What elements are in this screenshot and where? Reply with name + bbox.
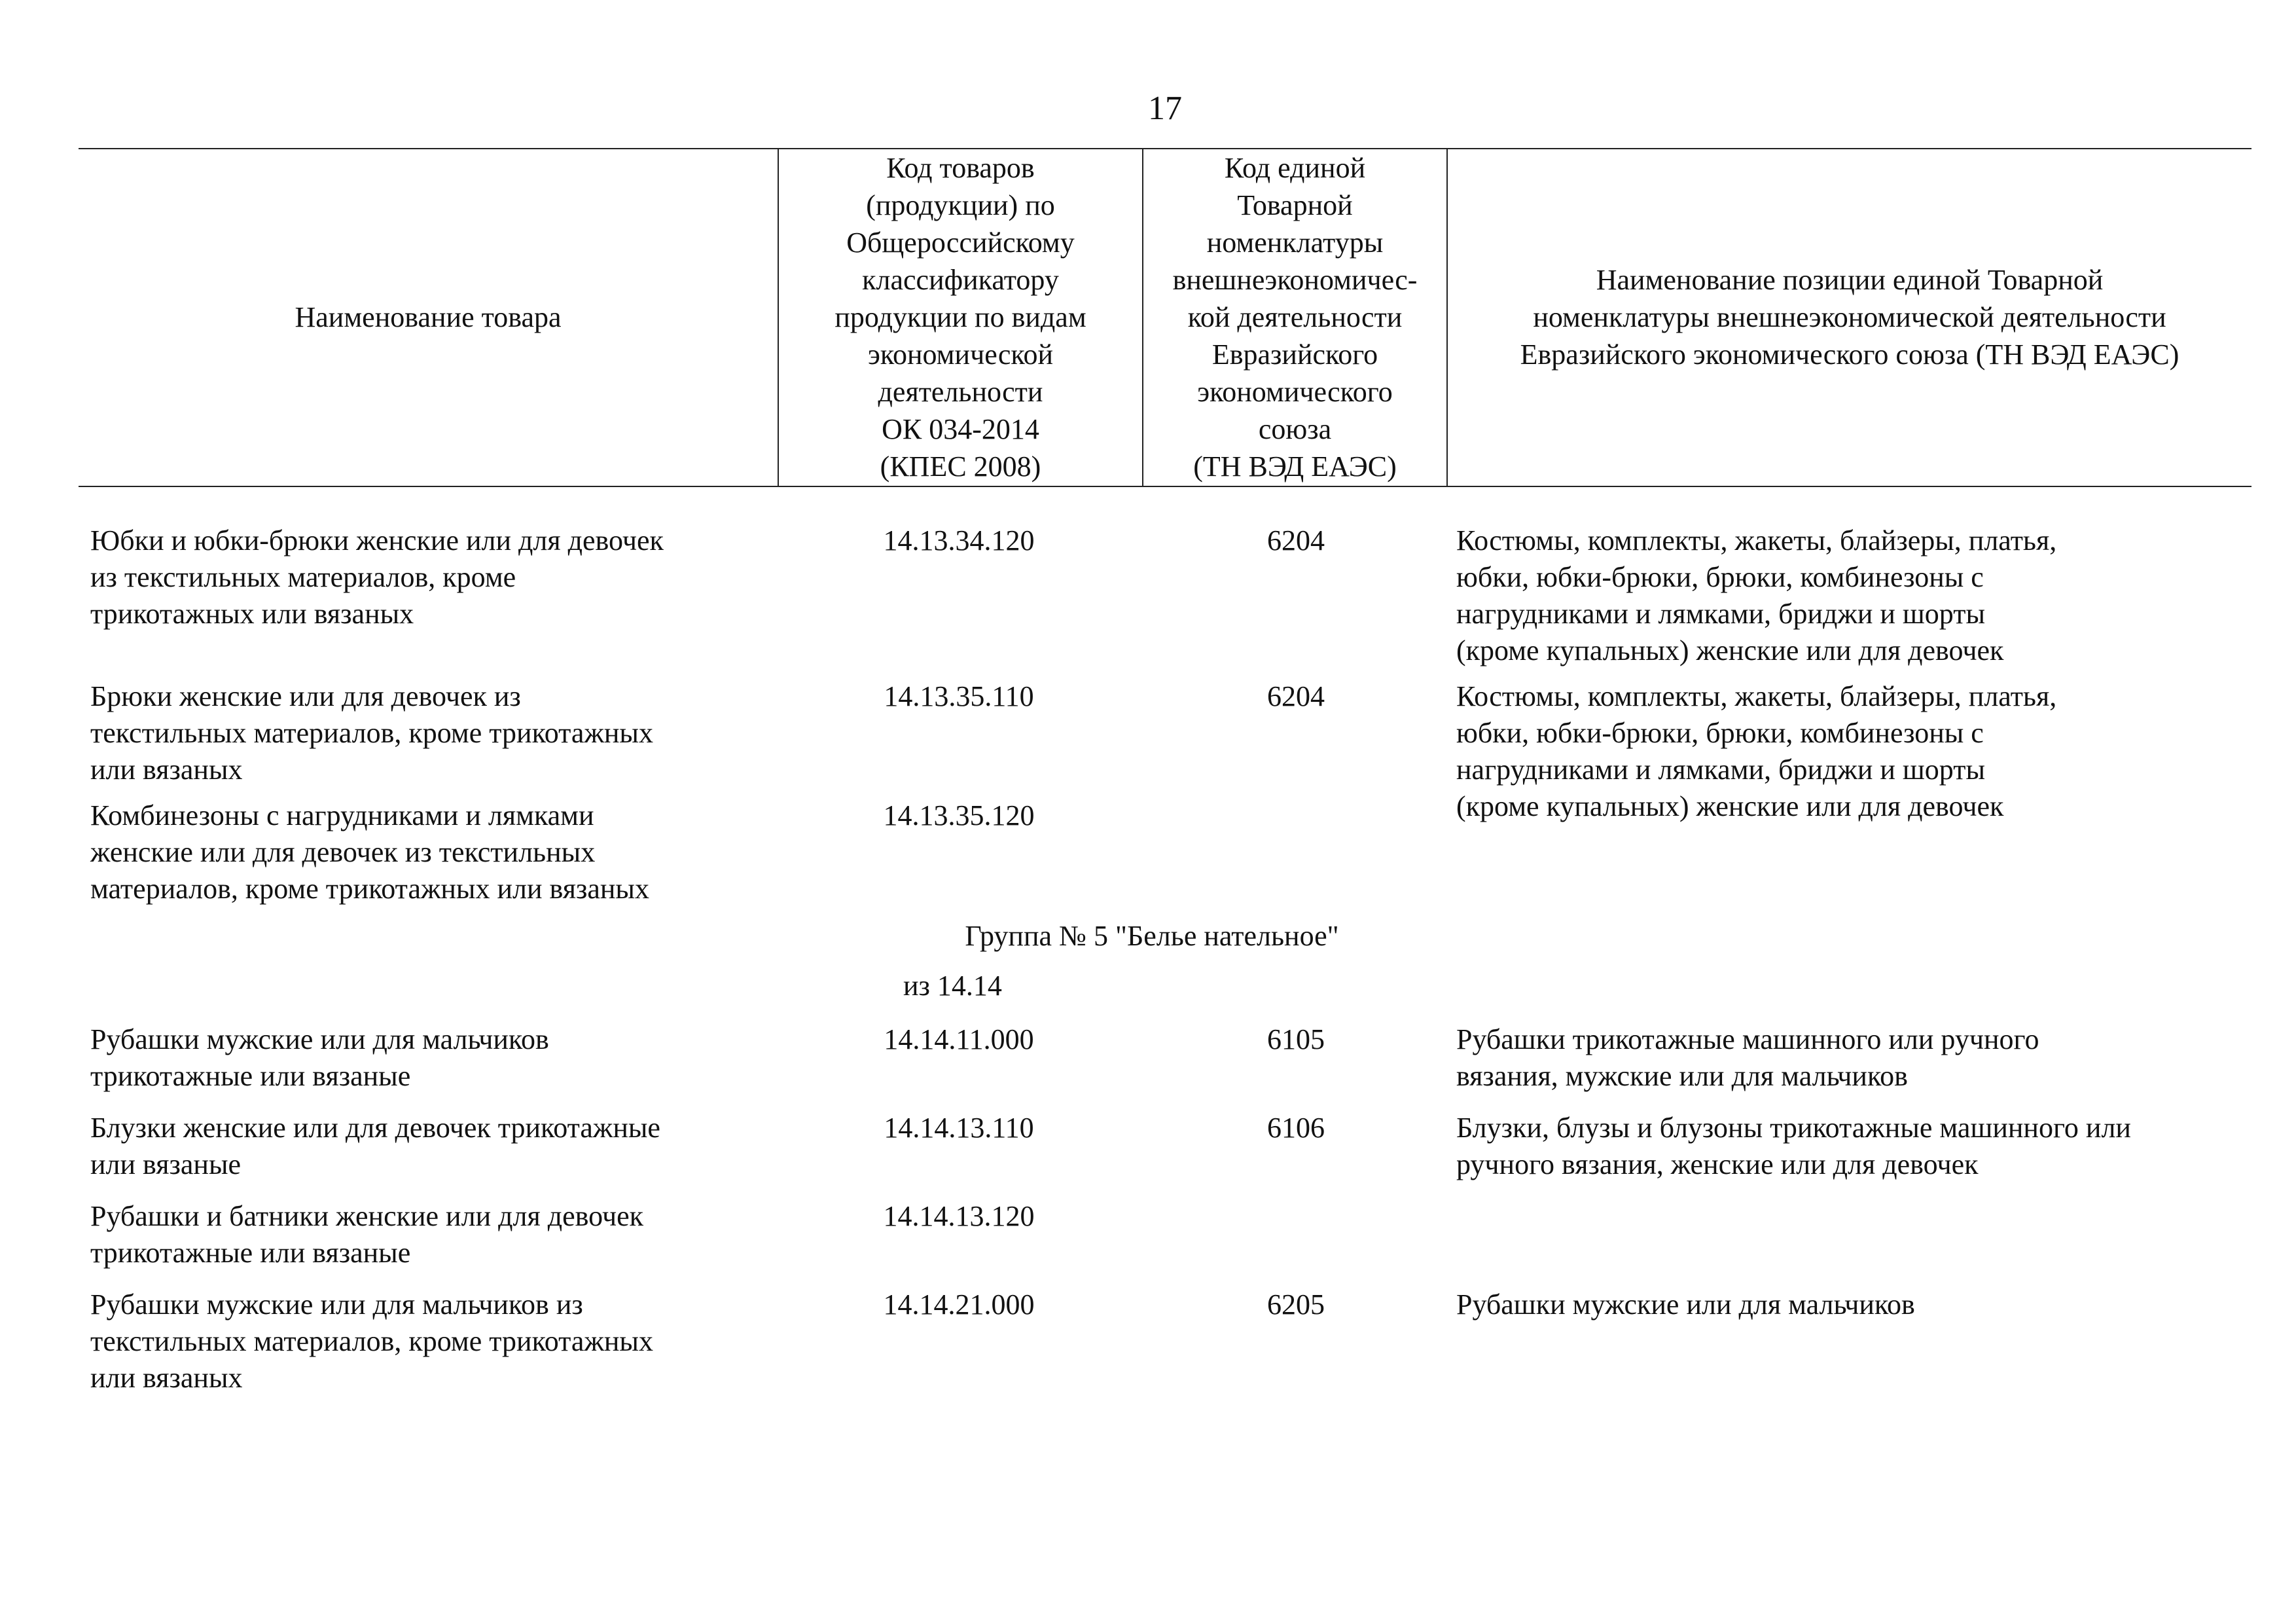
page-number: 17: [1148, 90, 1182, 127]
row-4-tnved-name: Рубашки трикотажные машинного или ручного вязания, мужские или для мальчиков: [1456, 1023, 2039, 1092]
group-code: из 14.14: [903, 970, 1002, 1002]
header-okpd-code: Код товаров (продукции) по Общероссийскому классификатору продукции по видам экономической деятельности ОК 034-2014 (КПЕС 2008): [834, 151, 1086, 483]
row-1-okpd: 14.13.34.120: [883, 524, 1035, 556]
row-2-tnved: 6204: [1267, 680, 1325, 712]
row-2-name: Брюки женские или для девочек из текстильных материалов, кроме трикотажных или вязаных: [90, 680, 653, 786]
group-title: Группа № 5 "Белье нательное": [965, 920, 1339, 952]
row-5-name: Блузки женские или для девочек трикотажные или вязаные: [90, 1112, 660, 1180]
row-3-okpd: 14.13.35.120: [883, 799, 1035, 831]
row-1-tnved: 6204: [1267, 524, 1325, 556]
row-7-okpd: 14.14.21.000: [883, 1288, 1035, 1321]
row-4-name: Рубашки мужские или для мальчиков трикотажные или вязаные: [90, 1023, 549, 1092]
row-6-name: Рубашки и батники женские или для девочек трикотажные или вязаные: [90, 1200, 643, 1269]
row-1-name: Юбки и юбки-брюки женские или для девочек из текстильных материалов, кроме трикотажных или вязаных: [90, 524, 664, 630]
row-2-tnved-name: Костюмы, комплекты, жакеты, блайзеры, платья, юбки, юбки-брюки, брюки, комбинезоны с нагрудниками и лямками, бриджи и шорты (кроме купальных) женские или для девочек: [1456, 680, 2057, 822]
row-1-tnved-name: Костюмы, комплекты, жакеты, блайзеры, платья, юбки, юбки-брюки, брюки, комбинезоны с нагрудниками и лямками, бриджи и шорты (кроме купальных) женские или для девочек: [1456, 524, 2057, 666]
header-tnved-name: Наименование позиции единой Товарной номенклатуры внешнеэкономической деятельности Евразийского экономического союза (ТН ВЭД ЕАЭС): [1520, 263, 2179, 371]
row-5-okpd: 14.14.13.110: [884, 1112, 1034, 1144]
row-3-name: Комбинезоны с нагрудниками и лямками женские или для девочек из текстильных материалов, кроме трикотажных или вязаных: [90, 799, 649, 905]
row-4-okpd: 14.14.11.000: [884, 1023, 1034, 1055]
row-5-tnved-name: Блузки, блузы и блузоны трикотажные машинного или ручного вязания, женские или для девочек: [1456, 1112, 2131, 1180]
header-product-name: Наименование товара: [295, 301, 562, 333]
row-2-okpd: 14.13.35.110: [884, 680, 1034, 712]
header-bottom-rule: [79, 486, 2251, 487]
row-7-tnved: 6205: [1267, 1288, 1325, 1321]
row-7-tnved-name: Рубашки мужские или для мальчиков: [1456, 1288, 1915, 1321]
row-7-name: Рубашки мужские или для мальчиков из текстильных материалов, кроме трикотажных или вязаных: [90, 1288, 653, 1394]
row-5-tnved: 6106: [1267, 1112, 1325, 1144]
row-6-okpd: 14.14.13.120: [883, 1200, 1035, 1232]
header-tnved-code: Код единой Товарной номенклатуры внешнеэкономичес- кой деятельности Евразийского экономического союза (ТН ВЭД ЕАЭС): [1172, 151, 1418, 483]
row-4-tnved: 6105: [1267, 1023, 1325, 1055]
